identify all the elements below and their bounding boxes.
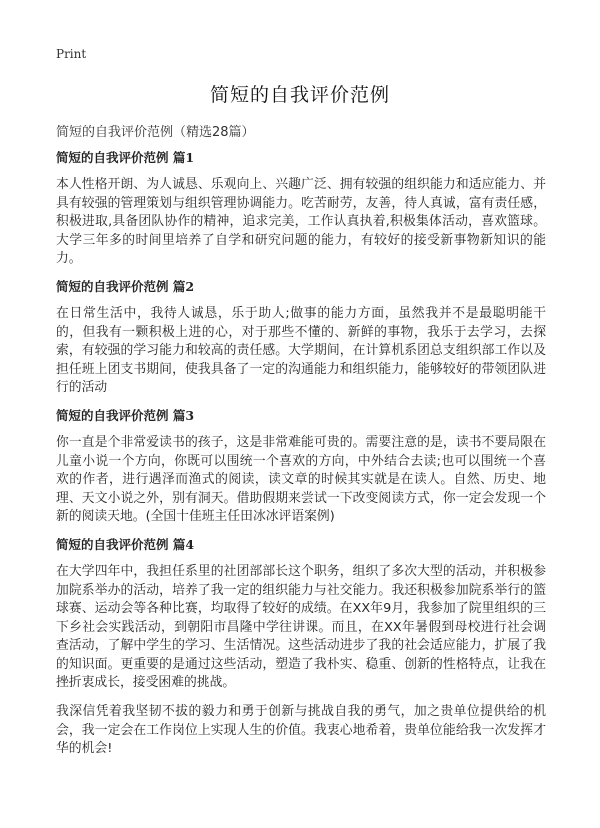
section-3 [56,408,546,527]
section-1 [56,150,546,269]
section-paragraph: 在日常生活中，我待人诚恳，乐于助人;做事的能力方面，虽然我并不是最聪明能干的，但我有一颗积极上进的心，对于那些不懂的、新鲜的事物，我乐于去学习，去探索，有较强的学习能力和较高的责任感。大学期间，在计算机系团总支组织部工作以及担任班上团支书期间，使我具备了一定的沟通能力和组织能力，能够较好的带领团队进行的活动 [56,305,546,396]
section-4 [56,537,546,759]
section-paragraph: 你一直是个非常爱读书的孩子，这是非常难能可贵的。需要注意的是，读书不要局限在儿童小说一个方向，你既可以围统一个喜欢的方向，中外结合去读;也可以围统一个喜欢的作者，进行遇泽而渔式的阅读，读文章的时候其实就是在读人。自然、历史、地理、天文小说之外，别有洞天。借助假期来尝试一下改变阅读方式，你一定会发现一个新的阅读天地。(全国十佳班主任田冰冰评语案例) [56,434,546,525]
section-heading: 简短的自我评价范例 篇4 [56,536,195,552]
section-heading: 简短的自我评价范例 篇2 [56,278,195,294]
page-subtitle: 简短的自我评价范例（精选28篇） [56,125,255,140]
section-2 [56,279,546,398]
page-title: 简短的自我评价范例 [209,84,390,106]
section-heading: 简短的自我评价范例 篇1 [56,150,195,165]
section-heading: 简短的自我评价范例 篇3 [56,407,195,423]
section-paragraph: 我深信凭着我坚韧不拔的毅力和勇于创新与挑战自我的勇气，加之贵单位提供给的机会，我一定会在工作岗位上实现人生的价值。我衷心地希着，贵单位能给我一次发挥才华的机会! [56,704,546,757]
section-paragraph: 在大学四年中，我担任系里的社团部部长这个职务，组织了多次大型的活动，并积极参加院系举办的活动，培养了我一定的组织能力与社交能力。我还积极参加院系举行的篮球赛、运动会等各种比赛，均取得了较好的成绩。在XX年9月，我参加了院里组织的三下乡社会实践活动，到朝阳市昌隆中学往讲课。而且，在XX年暑假到母校进行社会调查活动，了解中学生的学习、生活情况。这些活动进步了我的社会适应能力，扩展了我的知识面。更重要的是通过这些活动，塑造了我朴实、稳重、创新的性格特点，让我在挫折衷成长，接受困难的挑战。 [56,563,546,691]
section-paragraph: 本人性格开朗、为人诚恳、乐观向上、兴趣广泛、拥有较强的组织能力和适应能力、并具有较强的管理策划与组织管理协调能力。吃苦耐劳，友善，待人真诚，富有责任感，积极进取,具备团队协作的精神，追求完美，工作认真执着,积极集体活动，喜欢篮球。大学三年多的时间里培养了自学和研究问题的能力，有较好的接受新事物新知识的能力。 [56,177,546,267]
print-link[interactable]: Print [56,47,87,61]
document-content [56,150,546,769]
